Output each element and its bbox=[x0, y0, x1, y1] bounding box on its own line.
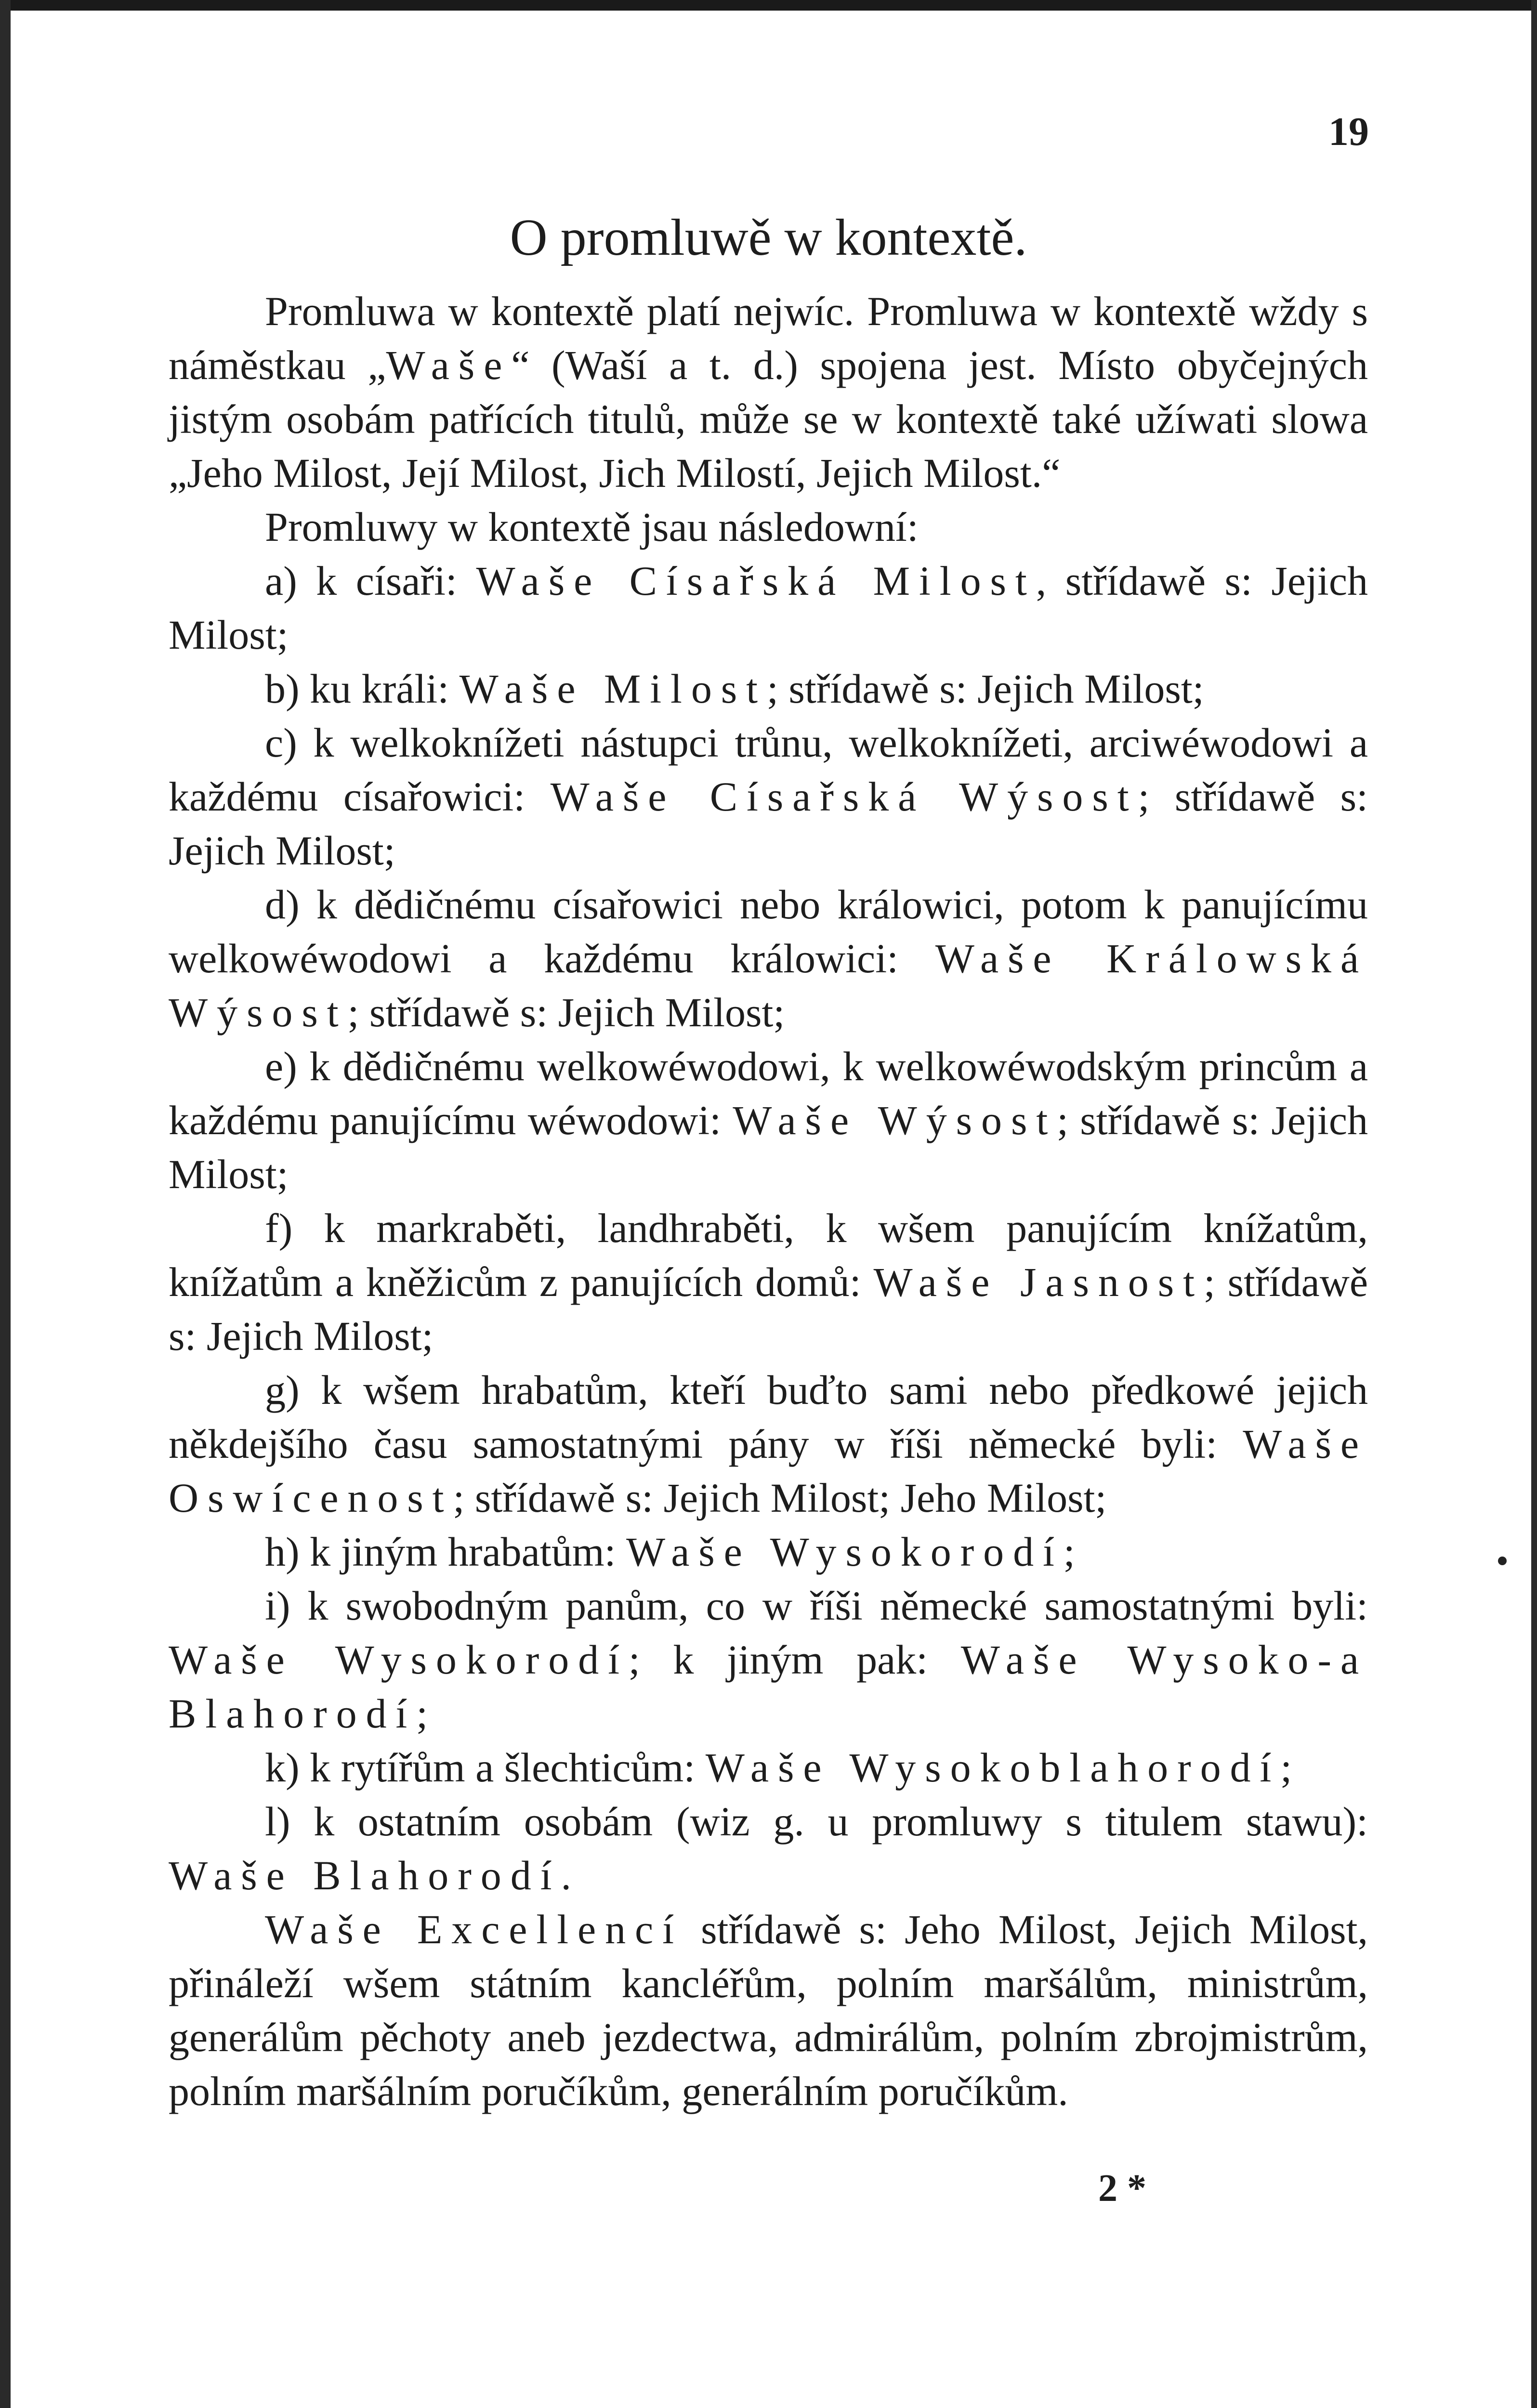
paragraph-excellence: Waše Excellencí střídawě s: Jeho Milost, Jejich Milost, přináleží wšem státním kancléřům, polním maršálům, ministrům, generálům pěchoty aneb jezdectwa, admirálům, polním zbrojmistrům, polním maršálním poručíkům, generálním poručíkům. bbox=[169, 1906, 1368, 2114]
list-item-b: b) ku králi: Waše Milost; střídawě s: Jejich Milost; bbox=[265, 666, 1204, 712]
emphasis: Waše Císařská Milost bbox=[476, 558, 1036, 604]
scan-border-left bbox=[0, 0, 11, 2408]
list-item-e: e) k dědičnému welkowéwodowi, k welkowéwodským princům a každému panujícímu wéwodowi: Waše Wýsost; střídawě s: Jejich Milost; bbox=[169, 1043, 1368, 1197]
ink-speck bbox=[1498, 1557, 1507, 1565]
list-item-l: l) k ostatním osobám (wiz g. u promluwy s titulem stawu): Waše Blahorodí. bbox=[169, 1798, 1368, 1898]
body-text bbox=[169, 284, 1368, 2118]
emphasis: Waše Císařská Wýsost bbox=[550, 773, 1138, 820]
emphasis: Waše Oswícenost bbox=[169, 1421, 1368, 1521]
emphasis: Waše Wysokoblahorodí bbox=[705, 1744, 1281, 1791]
emphasis: Waše Milost bbox=[459, 666, 767, 712]
page-number: 19 bbox=[1328, 109, 1369, 154]
emphasis: Waše bbox=[386, 342, 512, 388]
list-item-h: h) k jiným hrabatům: Waše Wysokorodí; bbox=[265, 1529, 1075, 1575]
signature-mark: 2 * bbox=[1098, 2167, 1146, 2210]
list-item-d: d) k dědičnému císařowici nebo králowici, potom k panujícímu welkowéwodowi a každému králowici: Waše Králowská Wýsost; střídawě s: Jejich Milost; bbox=[169, 881, 1368, 1035]
list-item-f: f) k markraběti, landhraběti, k wšem panujícím knížatům, knížatům a kněžicům z panujících domů: Waše Jasnost; střídawě s: Jejich Milost; bbox=[169, 1205, 1368, 1359]
list-item-c: c) k welkoknížeti nástupci trůnu, welkoknížeti, arciwéwodowi a každému císařowici: Waše Císařská Wýsost; střídawě s: Jejich Milost; bbox=[169, 720, 1368, 874]
emphasis: Waše Wysokorodí bbox=[169, 1636, 629, 1683]
scan-border-right bbox=[1531, 0, 1537, 2408]
emphasis: Waše Wysokorodí bbox=[626, 1529, 1064, 1575]
emphasis: Waše Excellencí bbox=[265, 1906, 683, 1952]
paragraph-list-intro: Promluwy w kontextě jsau následowní: bbox=[265, 504, 919, 550]
paragraph-intro: Promluwa w kontextě platí nejwíc. Promluwa w kontextě wždy s náměstkau „Waše“ (Waší a t. d.) spojena jest. Místo obyčejných jistým osobám patřících titulů, může se w kontextě také užíwati slowa „Jeho Milost, Její Milost, Jich Milostí, Jejich Milost.“ bbox=[169, 288, 1368, 496]
list-item-k: k) k rytířům a šlechticům: Waše Wysokoblahorodí; bbox=[265, 1744, 1292, 1791]
emphasis: Waše Blahorodí bbox=[169, 1852, 561, 1898]
emphasis: Waše Jasnost bbox=[873, 1259, 1204, 1305]
list-item-a: a) k císaři: Waše Císařská Milost, střídawě s: Jejich Milost; bbox=[169, 558, 1368, 658]
list-item-g: g) k wšem hrabatům, kteří buďto sami nebo předkowé jejich někdejšího času samostatnými pány w říši německé byli: Waše Oswícenost; střídawě s: Jejich Milost; Jeho Milost; bbox=[169, 1367, 1368, 1521]
emphasis: Waše Králowská Wýsost bbox=[169, 935, 1368, 1035]
emphasis: Waše Wysoko-a Blahorodí bbox=[169, 1636, 1368, 1737]
list-item-i: i) k swobodným panům, co w říši německé samostatnými byli: Waše Wysokorodí; k jiným pak: Waše Wysoko-a Blahorodí; bbox=[169, 1583, 1368, 1737]
scan-border-top bbox=[0, 0, 1537, 11]
page-title: O promluwě w kontextě. bbox=[510, 209, 1027, 266]
emphasis: Waše Wýsost bbox=[733, 1097, 1057, 1143]
